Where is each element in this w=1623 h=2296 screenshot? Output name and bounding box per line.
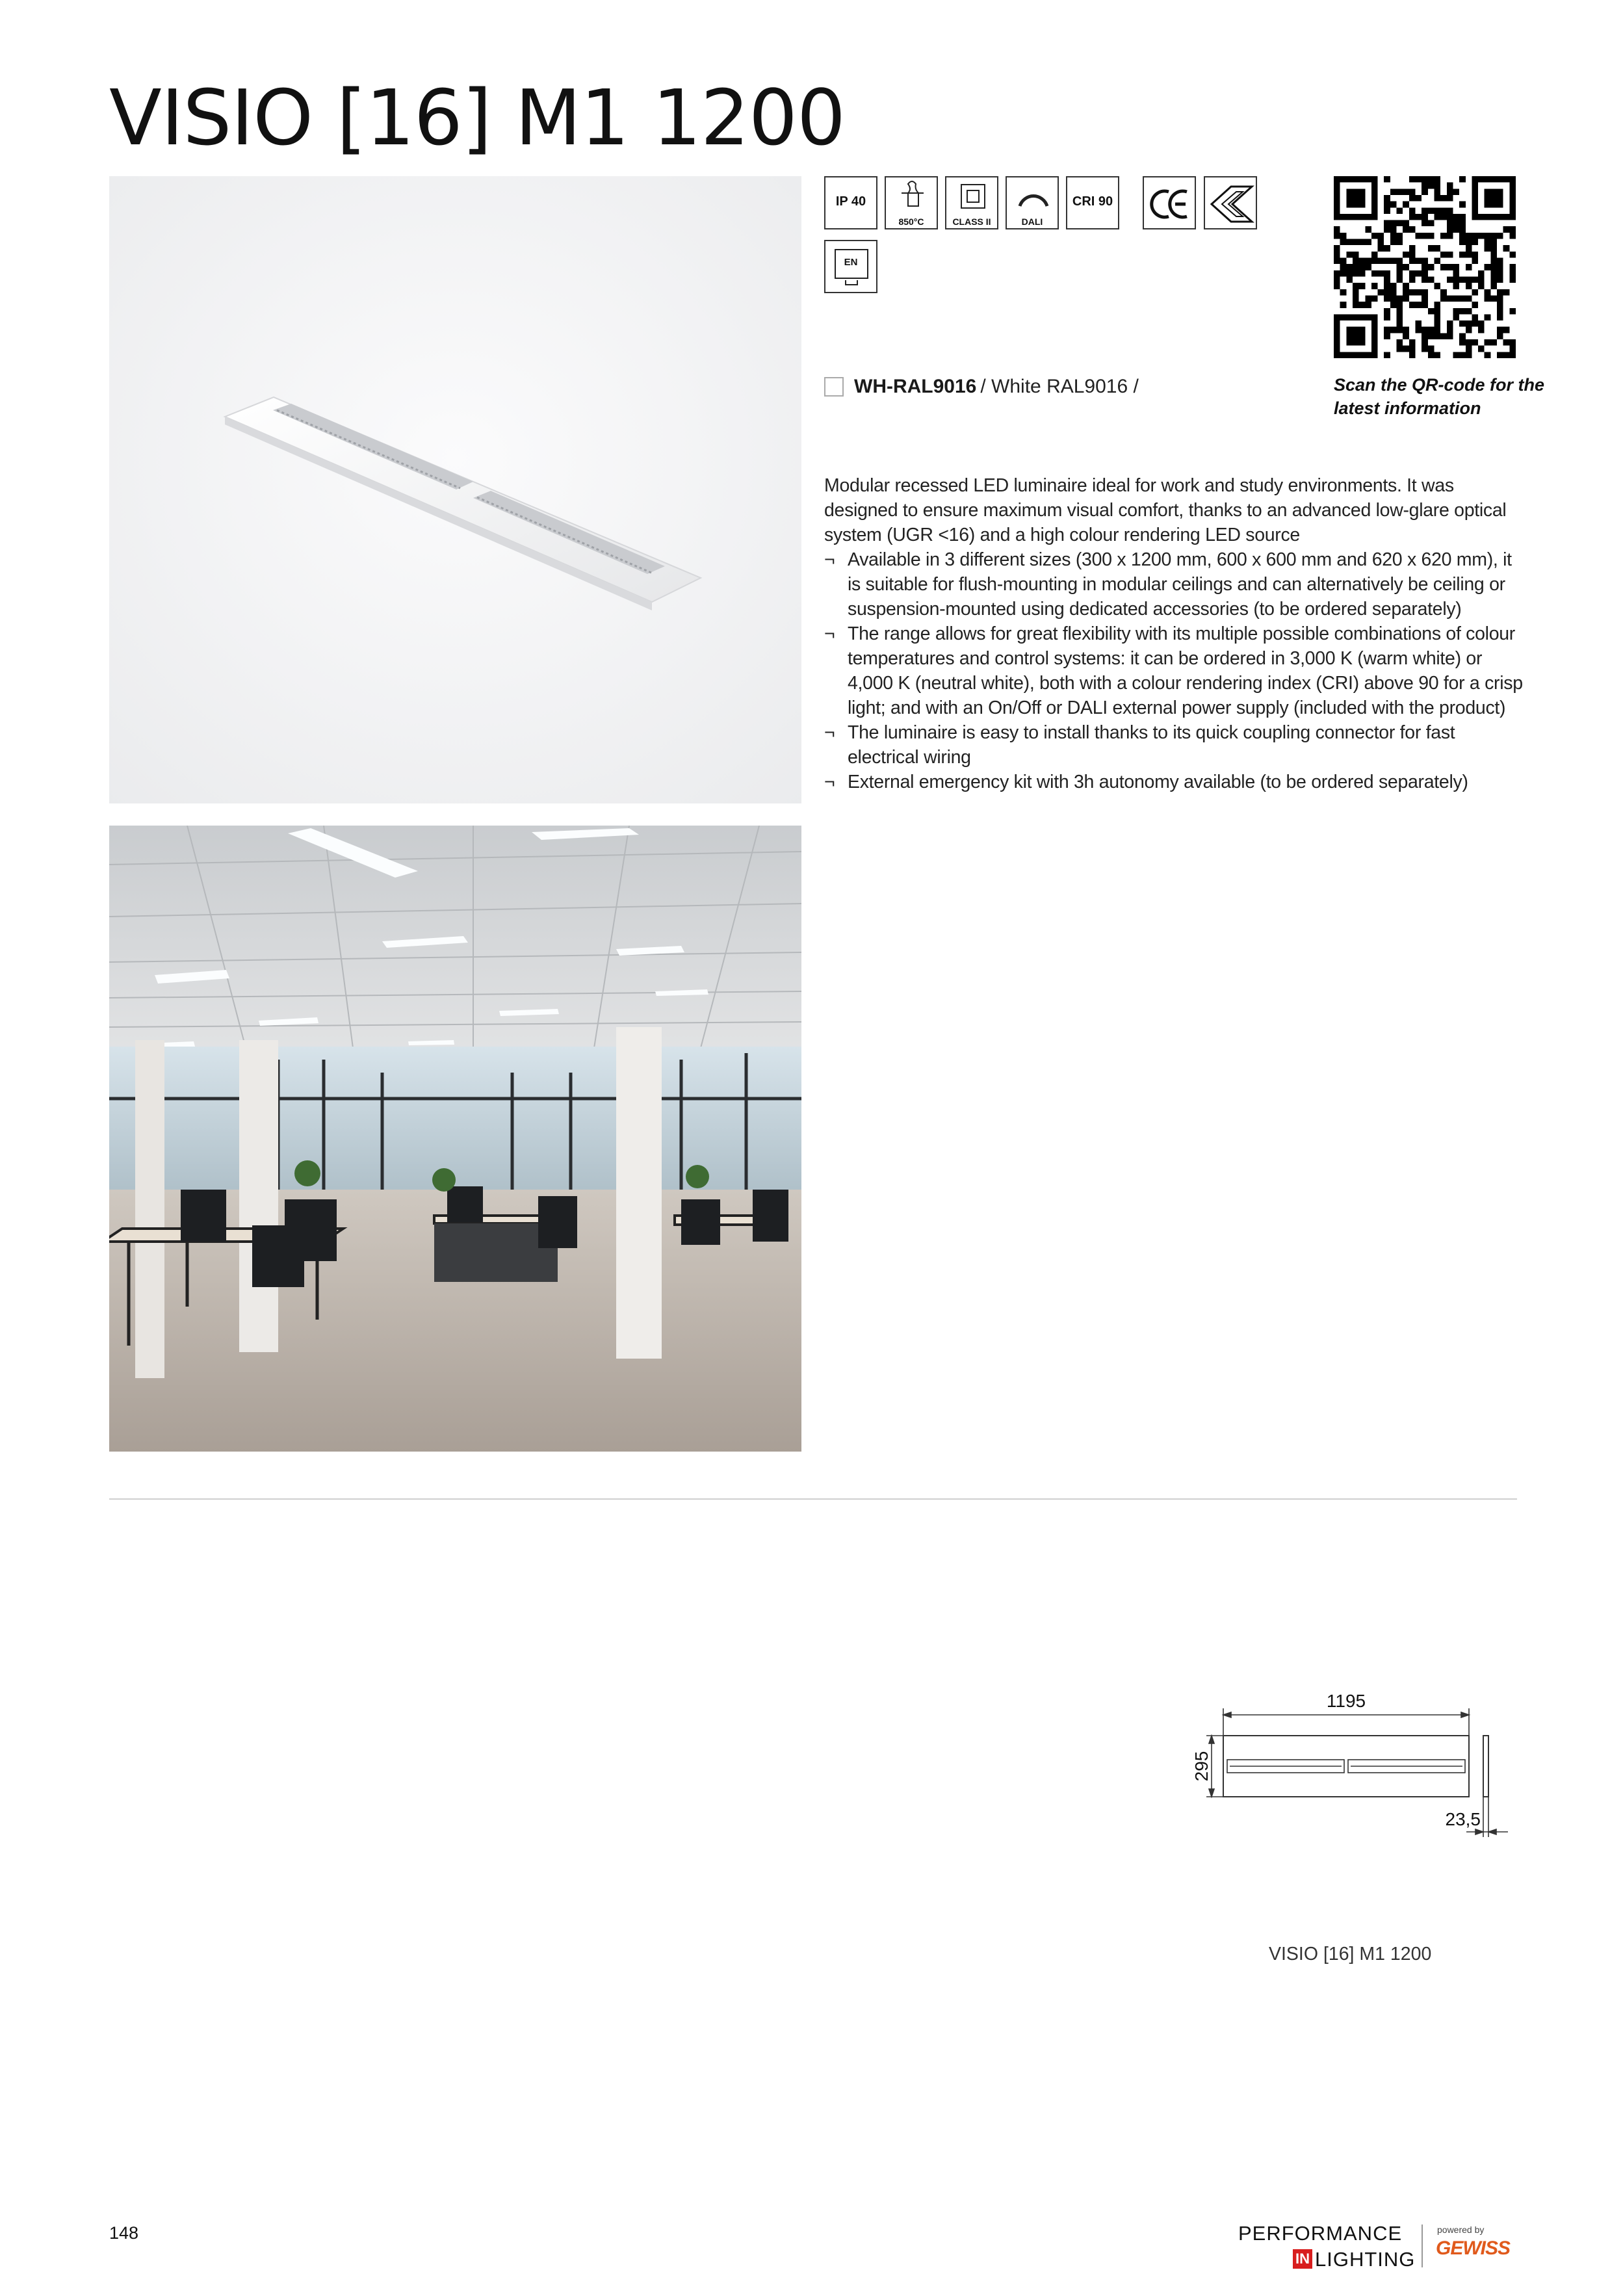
page-title: VISIO [16] M1 1200	[109, 73, 846, 163]
color-code: WH-RAL9016	[854, 376, 977, 397]
dali-icon: DALI	[1006, 176, 1059, 229]
list-item: ¬ Available in 3 different sizes (300 x 1200 mm, 600 x 600 mm and 620 x 620 mm), it is suitable for flush-mounting in modular ceilings and can alternatively be ceiling or suspension-mounted using dedicated accessories (to be ordered separately)	[824, 549, 1512, 620]
color-option	[824, 376, 1139, 398]
qr-caption: Scan the QR-code for the latest information	[1334, 375, 1545, 418]
section-divider	[109, 1498, 1517, 1500]
brand-line2: LIGHTING	[1315, 2248, 1416, 2271]
ce-mark-icon	[1143, 176, 1196, 229]
office-scene-photo	[109, 826, 801, 1452]
brand-logo	[1238, 2222, 1518, 2274]
brand-line1: PERFORMANCE	[1238, 2222, 1403, 2245]
list-item: ¬ The luminaire is easy to install thanks to its quick coupling connector for fast electrical wiring	[824, 722, 1455, 768]
ukca-mark-icon	[1204, 176, 1257, 229]
powered-by-label: powered by	[1437, 2224, 1485, 2235]
technical-drawing	[1183, 1684, 1521, 1853]
dim-width-label: 1195	[1326, 1691, 1366, 1711]
en-standard-icon: EN	[824, 240, 877, 293]
product-description	[824, 473, 1526, 794]
brand-separator	[1422, 2224, 1423, 2267]
glow-wire-icon: 850°C	[885, 176, 938, 229]
dim-depth-label: 23,5	[1445, 1809, 1481, 1829]
ip-rating-icon: IP 40	[824, 176, 877, 229]
list-item: ¬ External emergency kit with 3h autonomy available (to be ordered separately)	[824, 772, 1468, 792]
qr-code[interactable]	[1334, 176, 1516, 358]
class-ii-icon: CLASS II	[945, 176, 998, 229]
feature-list	[824, 547, 1526, 794]
list-item: ¬ The range allows for great flexibility with its multiple possible combinations of colour temperatures and control systems: it can be ordered in 3,000 K (warm white) or 4,000 K (neutral white), both with a colour rendering index (CRI) above 90 for a crisp light; and with an On/Off or DALI external power supply (included with the product)	[824, 623, 1523, 718]
brand-in-badge: IN	[1293, 2249, 1312, 2269]
drawing-caption: VISIO [16] M1 1200	[1269, 1944, 1432, 1964]
gewiss-logo: GEWISS	[1436, 2237, 1511, 2259]
page-number: 148	[109, 2223, 139, 2243]
color-description: / White RAL9016 /	[980, 376, 1139, 397]
description-intro: Modular recessed LED luminaire ideal for work and study environments. It was designed to ensure maximum visual comfort, thanks to an advanced low-glare optical system (UGR <16) and a high colour rendering LED source	[824, 475, 1507, 545]
product-photo	[109, 176, 801, 803]
color-swatch	[824, 377, 844, 397]
cri-icon: CRI 90	[1066, 176, 1119, 229]
dim-height-label: 295	[1191, 1751, 1212, 1782]
